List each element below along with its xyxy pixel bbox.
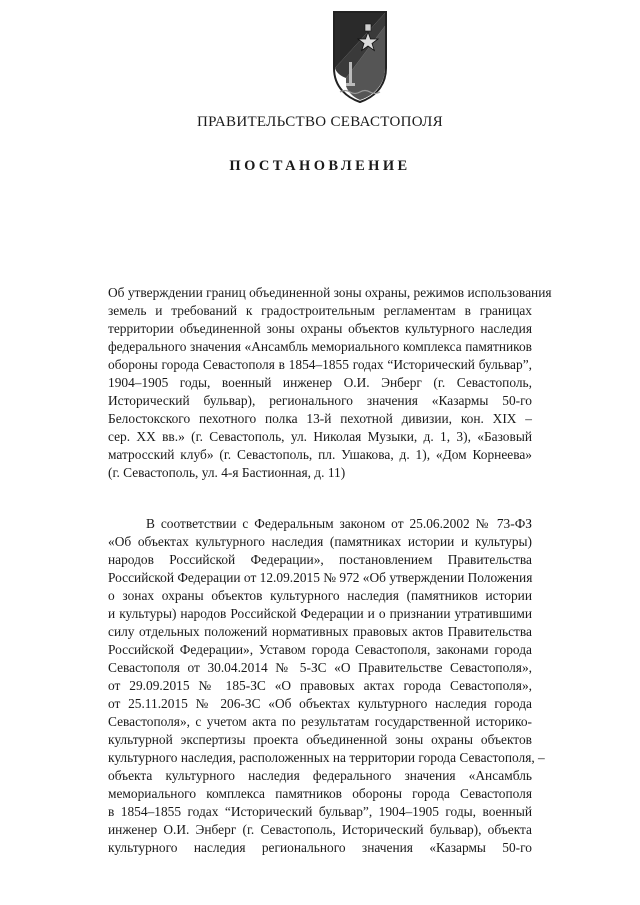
- body-line: Севастополя», с учетом акта по результатам государственной историко-: [108, 714, 532, 729]
- document-type-heading: ПОСТАНОВЛЕНИЕ: [229, 158, 411, 174]
- subject-line: сер. XX вв.» (г. Севастополь, ул. Николая Музыки, д. 1, 3), «Базовый: [108, 429, 532, 444]
- subject-line: Об утверждении границ объединенной зоны охраны, режимов использования: [108, 285, 552, 300]
- subject-line: федерального значения «Ансамбль мемориального комплекса памятников: [108, 339, 532, 354]
- decree-subject: [108, 284, 552, 482]
- subject-line: 1904–1905 годы, военный инженер О.И. Энберг (г. Севастополь,: [108, 375, 532, 390]
- body-line: от 29.09.2015 № 185-ЗС «О правовых актах города Севастополя»,: [108, 678, 532, 693]
- body-line: культурного наследия регионального значения «Казармы 50-го: [108, 840, 532, 855]
- decree-body-paragraph: [108, 515, 545, 857]
- subject-line: Исторический бульвар), регионального значения «Казармы 50-го: [108, 393, 532, 408]
- body-line: в 1854–1855 годах “Исторический бульвар”, 1904–1905 годы, военный: [108, 804, 532, 819]
- body-line: инженер О.И. Энберг (г. Севастополь, Исторический бульвар), объекта: [108, 822, 532, 837]
- body-line: культурной экспертизы проекта объединенной зоны охраны объектов: [108, 732, 532, 747]
- government-title: ПРАВИТЕЛЬСТВО СЕВАСТОПОЛЯ: [197, 114, 443, 130]
- body-line: культурного наследия, расположенных на территории города Севастополя, –: [108, 750, 545, 765]
- body-line: В соответствии с Федеральным законом от 25.06.2002 № 73-ФЗ: [146, 516, 532, 531]
- body-line: мемориального комплекса памятников обороны города Севастополя: [108, 786, 532, 801]
- subject-line: территории объединенной зоны охраны объектов культурного наследия: [108, 321, 532, 336]
- sevastopol-coat-of-arms-icon: [326, 6, 394, 106]
- body-line: Севастополя от 30.04.2014 № 5-ЗС «О Правительстве Севастополя»,: [108, 660, 532, 675]
- body-line: «Об объектах культурного наследия (памятниках истории и культуры): [108, 534, 532, 549]
- body-line: и культуры) народов Российской Федерации и о признании утратившими: [108, 606, 532, 621]
- subject-line: обороны города Севастополя в 1854–1855 годах “Исторический бульвар”,: [108, 357, 532, 372]
- subject-line: земель и требований к градостроительным регламентам в границах: [108, 303, 532, 318]
- body-line: Российской Федерации», Уставом города Севастополя, законами города: [108, 642, 532, 657]
- subject-line: (г. Севастополь, ул. 4-я Бастионная, д. 11): [108, 465, 346, 480]
- body-line: о зонах охраны объектов культурного наследия (памятников истории: [108, 588, 532, 603]
- subject-line: Белостокского пехотного полка 13-й пехотной дивизии, кон. XIX –: [108, 411, 532, 426]
- body-line: силу отдельных положений нормативных правовых актов Правительства: [108, 624, 532, 639]
- subject-line: матросский клуб» (г. Севастополь, пл. Ушакова, д. 1), «Дом Корнеева»: [108, 447, 532, 462]
- body-line: от 25.11.2015 № 206-ЗС «Об объектах культурного наследия города: [108, 696, 532, 711]
- body-line: Российской Федерации от 12.09.2015 № 972 «Об утверждении Положения: [108, 570, 533, 585]
- body-line: народов Российской Федерации», постановлением Правительства: [108, 552, 532, 567]
- body-line: объекта культурного наследия федерального значения «Ансамбль: [108, 768, 532, 783]
